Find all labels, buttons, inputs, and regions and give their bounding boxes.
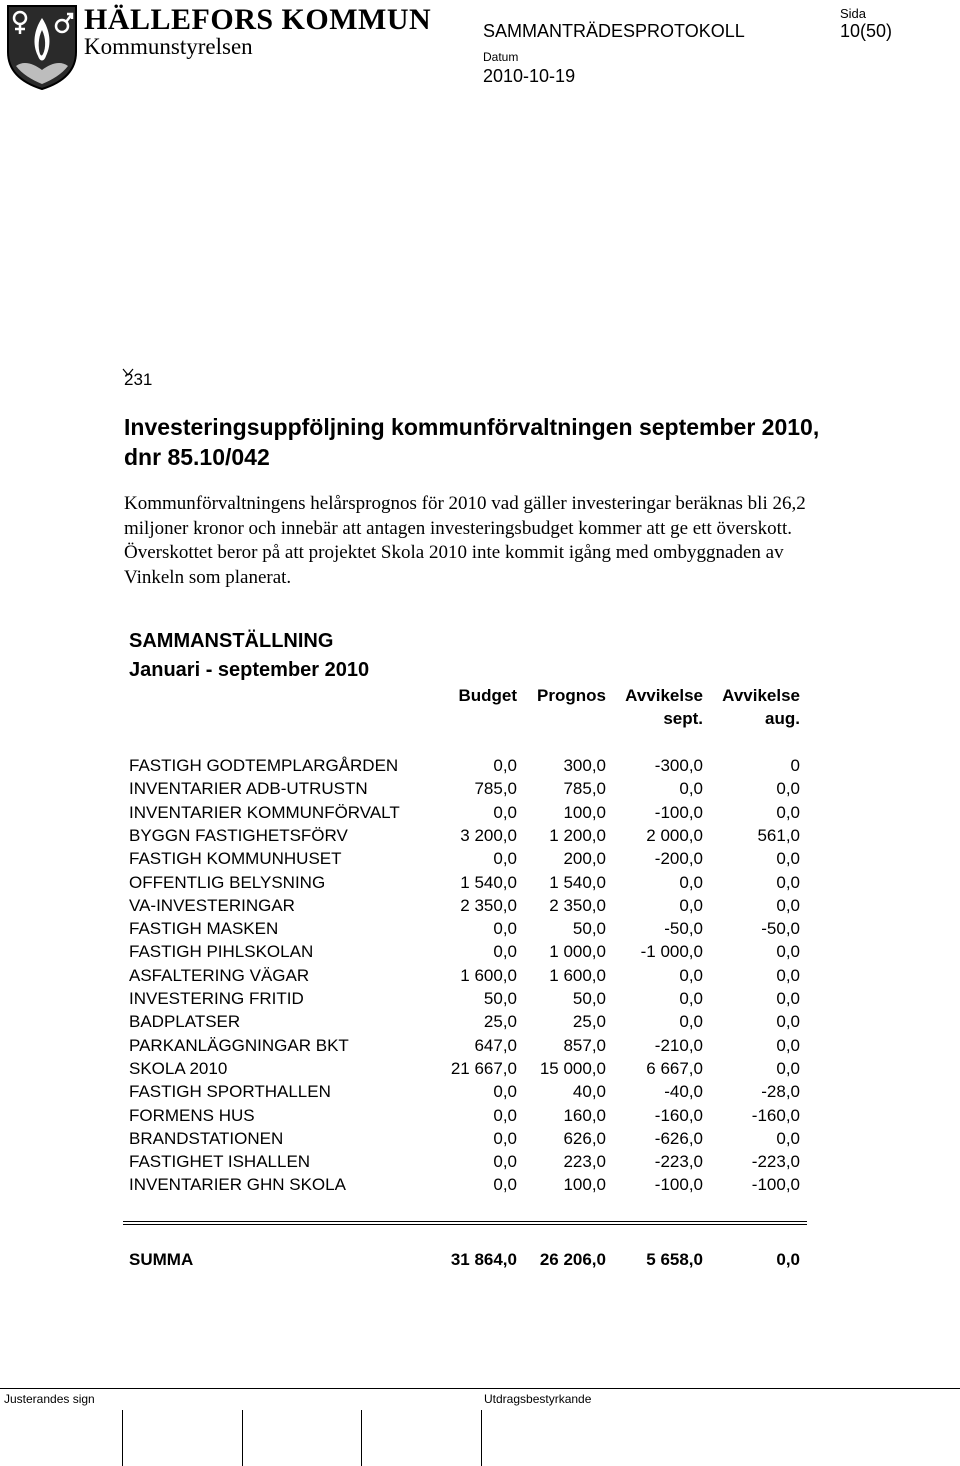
row-prognos: 785,0 bbox=[563, 779, 606, 799]
row-budget: 0,0 bbox=[493, 1175, 517, 1195]
row-label: INVENTARIER GHN SKOLA bbox=[129, 1175, 346, 1195]
row-avvikelse-aug: -28,0 bbox=[761, 1082, 800, 1102]
table-row bbox=[129, 777, 809, 800]
row-budget: 50,0 bbox=[483, 989, 517, 1008]
row-prognos: 2 350,0 bbox=[549, 895, 606, 915]
paragraph-body: Kommunförvaltningens helårsprognos för 2010 vad gäller investeringar beräknas bli 26,2 miljoner kronor och innebär att antagen investeringsbudget kommer att ge ett överskott. Överskottet beror på att projektet Skola 2010 inte kommit igång med ombyggnaden av Vinkeln som planerat. bbox=[124, 493, 806, 588]
footer-certification-label: Utdragsbestyrkande bbox=[484, 1392, 592, 1406]
row-label: PARKANLÄGGNINGAR BKT bbox=[129, 1035, 349, 1055]
signature-box-divider bbox=[242, 1410, 243, 1466]
row-avvikelse-aug: 0,0 bbox=[776, 872, 800, 892]
row-budget: 0,0 bbox=[493, 1128, 517, 1148]
row-avvikelse-sept: -100,0 bbox=[654, 1175, 703, 1195]
footer-rule bbox=[0, 1388, 960, 1389]
row-avvikelse-aug: 0,0 bbox=[776, 1012, 800, 1032]
row-avvikelse-sept: -40,0 bbox=[664, 1082, 703, 1102]
row-avvikelse-sept: -223,0 bbox=[654, 1152, 703, 1172]
column-header-prognos: Prognos bbox=[537, 686, 606, 705]
row-avvikelse-sept: -300,0 bbox=[654, 756, 703, 775]
total-rule-bottom bbox=[123, 1224, 807, 1225]
total-rule-top bbox=[123, 1221, 807, 1222]
row-avvikelse-aug: 0,0 bbox=[776, 965, 800, 985]
row-label: OFFENTLIG BELYSNING bbox=[129, 872, 326, 892]
row-label: BADPLATSER bbox=[129, 1012, 241, 1032]
signature-box-divider bbox=[361, 1410, 362, 1466]
row-avvikelse-sept: -160,0 bbox=[654, 1105, 703, 1125]
row-prognos: 1 600,0 bbox=[549, 965, 606, 985]
row-label: INVENTARIER KOMMUNFÖRVALT bbox=[129, 802, 400, 822]
row-avvikelse-sept: 0,0 bbox=[679, 1012, 703, 1032]
row-label: VA-INVESTERINGAR bbox=[129, 895, 295, 915]
row-avvikelse-aug: 0 bbox=[790, 756, 800, 775]
row-avvikelse-aug: -160,0 bbox=[751, 1105, 800, 1125]
row-label: FASTIGH SPORTHALLEN bbox=[129, 1082, 331, 1102]
row-avvikelse-aug: 561,0 bbox=[757, 825, 800, 845]
row-budget: 0,0 bbox=[493, 1082, 517, 1102]
row-avvikelse-aug: 0,0 bbox=[776, 1128, 800, 1148]
row-budget: 0,0 bbox=[493, 919, 517, 939]
row-avvikelse-aug: 0,0 bbox=[776, 942, 800, 962]
row-avvikelse-sept: -200,0 bbox=[654, 849, 703, 869]
row-prognos: 40,0 bbox=[572, 1082, 606, 1102]
row-prognos: 223,0 bbox=[563, 1152, 606, 1172]
column-header-avvikelse-aug: Avvikelse aug. bbox=[722, 686, 800, 728]
row-prognos: 100,0 bbox=[563, 802, 606, 822]
table-row bbox=[129, 964, 809, 987]
row-avvikelse-aug: 0,0 bbox=[776, 1035, 800, 1055]
signature-box-divider bbox=[481, 1410, 482, 1466]
total-label: SUMMA bbox=[129, 1250, 194, 1269]
row-prognos: 1 540,0 bbox=[549, 872, 606, 892]
table-row bbox=[129, 1127, 809, 1150]
row-budget: 25,0 bbox=[483, 1012, 517, 1032]
row-avvikelse-sept: 0,0 bbox=[679, 779, 703, 799]
document-type: SAMMANTRÄDESPROTOKOLL bbox=[483, 21, 745, 41]
total-row bbox=[129, 1248, 809, 1271]
row-avvikelse-sept: 0,0 bbox=[679, 872, 703, 892]
row-prognos: 200,0 bbox=[563, 849, 606, 869]
column-header-avvikelse-sept: Avvikelse sept. bbox=[625, 686, 703, 728]
row-avvikelse-sept: -50,0 bbox=[664, 919, 703, 939]
total-avvikelse-sept: 5 658,0 bbox=[646, 1250, 703, 1269]
summary-title: SAMMANSTÄLLNING bbox=[129, 630, 334, 652]
row-budget: 2 350,0 bbox=[460, 895, 517, 915]
page-label: Sida bbox=[840, 6, 867, 21]
row-prognos: 15 000,0 bbox=[539, 1058, 606, 1078]
row-avvikelse-aug: 0,0 bbox=[776, 989, 800, 1008]
row-budget: 0,0 bbox=[493, 1105, 517, 1125]
table-row bbox=[129, 754, 809, 777]
row-avvikelse-sept: -210,0 bbox=[654, 1035, 703, 1055]
row-avvikelse-aug: 0,0 bbox=[776, 779, 800, 799]
row-prognos: 626,0 bbox=[563, 1128, 606, 1148]
row-avvikelse-aug: 0,0 bbox=[776, 1058, 800, 1078]
table-row bbox=[129, 801, 809, 824]
row-label: BYGGN FASTIGHETSFÖRV bbox=[129, 825, 348, 845]
row-label: INVESTERING FRITID bbox=[129, 989, 304, 1008]
row-budget: 0,0 bbox=[493, 1152, 517, 1172]
row-prognos: 25,0 bbox=[572, 1012, 606, 1032]
total-budget: 31 864,0 bbox=[450, 1250, 517, 1269]
table-row bbox=[129, 1080, 809, 1103]
table-row bbox=[129, 1104, 809, 1127]
row-label: SKOLA 2010 bbox=[129, 1058, 228, 1078]
row-label: ASFALTERING VÄGAR bbox=[129, 965, 310, 985]
table-row bbox=[129, 1057, 809, 1080]
row-prognos: 1 200,0 bbox=[549, 825, 606, 845]
page-number: 10(50) bbox=[840, 21, 893, 41]
row-budget: 0,0 bbox=[493, 802, 517, 822]
row-prognos: 1 000,0 bbox=[549, 942, 606, 962]
row-label: FASTIGH PIHLSKOLAN bbox=[129, 942, 314, 962]
row-avvikelse-sept: 0,0 bbox=[679, 965, 703, 985]
table-row bbox=[129, 847, 809, 870]
summary-period: Januari - september 2010 bbox=[129, 659, 370, 681]
row-prognos: 50,0 bbox=[572, 989, 606, 1008]
signature-box-divider bbox=[122, 1410, 123, 1466]
row-label: FASTIGH KOMMUNHUSET bbox=[129, 849, 342, 869]
total-prognos: 26 206,0 bbox=[539, 1250, 606, 1269]
row-budget: 0,0 bbox=[493, 756, 517, 775]
row-prognos: 857,0 bbox=[563, 1035, 606, 1055]
paragraph-heading: Investeringsuppföljning kommunförvaltningen september 2010, dnr 85.10/042 bbox=[124, 414, 820, 470]
row-budget: 0,0 bbox=[493, 942, 517, 962]
row-avvikelse-sept: 0,0 bbox=[679, 895, 703, 915]
row-budget: 1 600,0 bbox=[460, 965, 517, 985]
row-budget: 785,0 bbox=[474, 779, 517, 799]
row-avvikelse-sept: -1 000,0 bbox=[640, 942, 703, 962]
row-label: BRANDSTATIONEN bbox=[129, 1128, 284, 1148]
row-avvikelse-aug: -100,0 bbox=[751, 1175, 800, 1195]
row-budget: 21 667,0 bbox=[450, 1058, 517, 1078]
row-budget: 0,0 bbox=[493, 849, 517, 869]
column-header-budget: Budget bbox=[458, 686, 517, 705]
table-row bbox=[129, 917, 809, 940]
footer-signature-label: Justerandes sign bbox=[4, 1392, 95, 1406]
row-label: FASTIGH GODTEMPLARGÅRDEN bbox=[129, 756, 399, 775]
row-budget: 3 200,0 bbox=[460, 825, 517, 845]
row-label: FORMENS HUS bbox=[129, 1105, 255, 1125]
table-row bbox=[129, 1034, 809, 1057]
date-value: 2010-10-19 bbox=[483, 66, 576, 86]
municipality-coat-of-arms-icon bbox=[6, 4, 78, 90]
row-avvikelse-aug: -223,0 bbox=[751, 1152, 800, 1172]
row-avvikelse-aug: 0,0 bbox=[776, 895, 800, 915]
table-row bbox=[129, 894, 809, 917]
row-avvikelse-aug: 0,0 bbox=[776, 849, 800, 869]
table-row bbox=[129, 1173, 809, 1196]
row-avvikelse-sept: -626,0 bbox=[654, 1128, 703, 1148]
row-avvikelse-sept: 2 000,0 bbox=[646, 825, 703, 845]
row-budget: 1 540,0 bbox=[460, 872, 517, 892]
row-prognos: 50,0 bbox=[572, 919, 606, 939]
table-row bbox=[129, 1010, 809, 1033]
row-label: FASTIGH MASKEN bbox=[129, 919, 279, 939]
row-prognos: 300,0 bbox=[563, 756, 606, 775]
row-avvikelse-sept: -100,0 bbox=[654, 802, 703, 822]
row-avvikelse-sept: 6 667,0 bbox=[646, 1058, 703, 1078]
row-budget: 647,0 bbox=[474, 1035, 517, 1055]
paragraph-number: 231 bbox=[124, 370, 153, 389]
row-avvikelse-aug: -50,0 bbox=[761, 919, 800, 939]
table-row bbox=[129, 871, 809, 894]
row-prognos: 100,0 bbox=[563, 1175, 606, 1195]
row-prognos: 160,0 bbox=[563, 1105, 606, 1125]
row-label: INVENTARIER ADB-UTRUSTN bbox=[129, 779, 368, 799]
row-avvikelse-sept: 0,0 bbox=[679, 989, 703, 1008]
table-row bbox=[129, 1150, 809, 1173]
row-label: FASTIGHET ISHALLEN bbox=[129, 1152, 311, 1172]
table-row bbox=[129, 987, 809, 1010]
organization-name: HÄLLEFORS KOMMUN bbox=[84, 3, 432, 36]
total-avvikelse-aug: 0,0 bbox=[776, 1250, 800, 1269]
table-row bbox=[129, 824, 809, 847]
row-avvikelse-aug: 0,0 bbox=[776, 802, 800, 822]
date-label: Datum bbox=[483, 50, 519, 64]
organization-unit: Kommunstyrelsen bbox=[84, 34, 253, 59]
table-row bbox=[129, 940, 809, 963]
